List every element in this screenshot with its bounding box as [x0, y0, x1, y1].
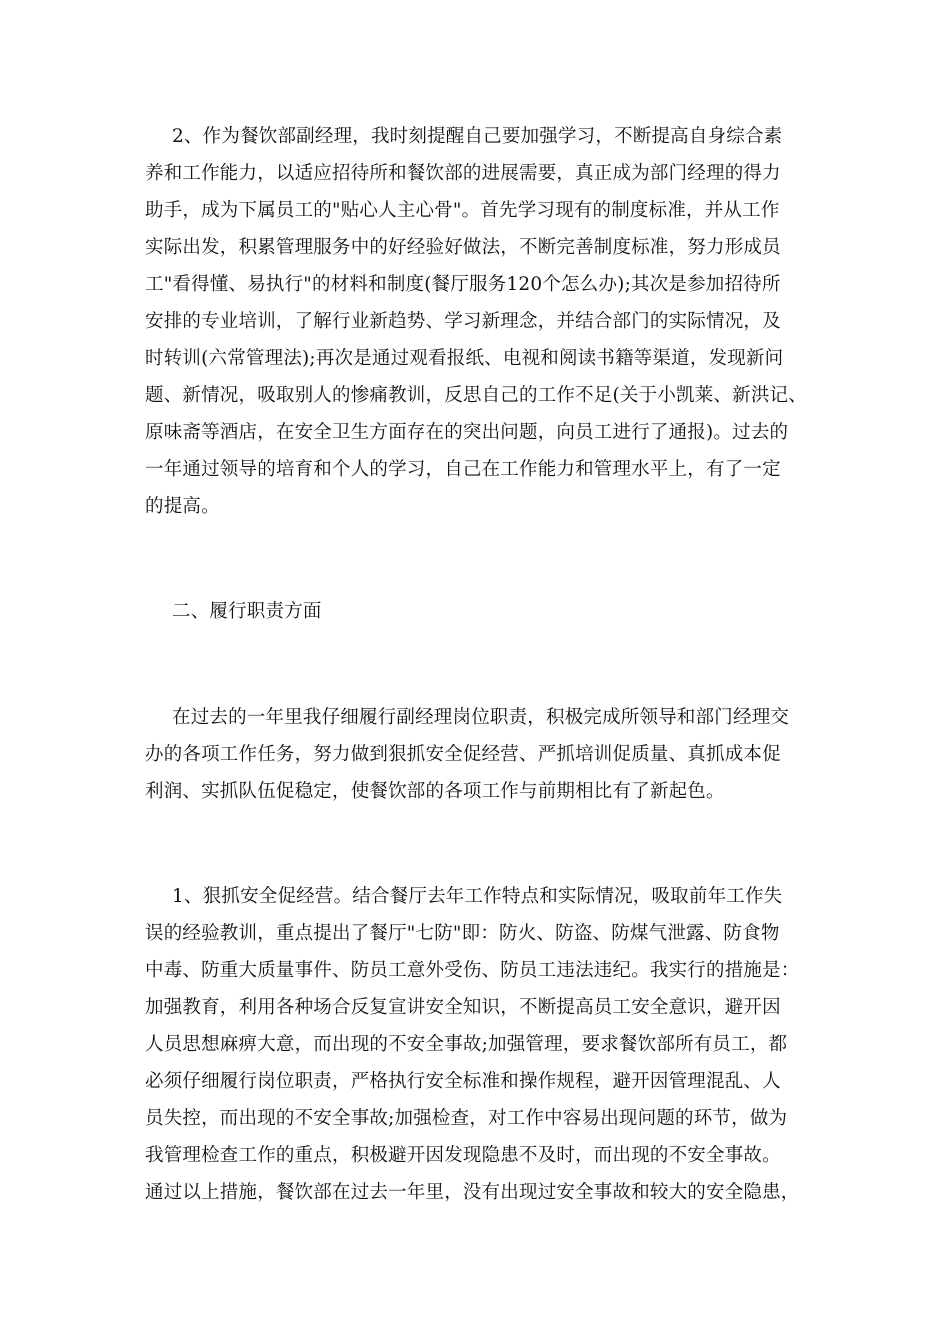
- paragraph-3-line-3: 中毒、防重大质量事件、防员工意外受伤、防员工违法违纪。我实行的措施是：: [145, 960, 800, 981]
- paragraph-1-line-4: 实际出发，积累管理服务中的好经验好做法，不断完善制度标准，努力形成员: [145, 237, 781, 258]
- paragraph-3-line-2: 误的经验教训，重点提出了餐厅"七防"即：防火、防盗、防煤气泄露、防食物: [145, 923, 780, 944]
- paragraph-3-line-4: 加强教育，利用各种场合反复宣讲安全知识，不断提高员工安全意识，避开因: [145, 997, 781, 1018]
- paragraph-1-line-6: 安排的专业培训，了解行业新趋势、学习新理念，并结合部门的实际情况，及: [145, 311, 781, 332]
- paragraph-1-line-2: 养和工作能力，以适应招待所和餐饮部的进展需要，真正成为部门经理的得力: [145, 163, 781, 184]
- paragraph-3-line-1: 1、狠抓安全促经营。结合餐厅去年工作特点和实际情况，吸取前年工作失: [172, 886, 783, 907]
- paragraph-3-line-9: 通过以上措施，餐饮部在过去一年里，没有出现过安全事故和较大的安全隐患，: [145, 1182, 800, 1203]
- paragraph-1-line-5: 工"看得懂、易执行"的材料和制度(餐厅服务120个怎么办);其次是参加招待所: [145, 274, 781, 295]
- paragraph-1-line-1: 2、作为餐饮部副经理，我时刻提醒自己要加强学习，不断提高自身综合素: [172, 126, 783, 147]
- paragraph-1-line-10: 一年通过领导的培育和个人的学习，自己在工作能力和管理水平上，有了一定: [145, 459, 781, 480]
- paragraph-3-line-7: 员失控，而出现的不安全事故;加强检查，对工作中容易出现问题的环节，做为: [145, 1108, 788, 1129]
- paragraph-3-line-6: 必须仔细履行岗位职责，严格执行安全标准和操作规程，避开因管理混乱、人: [145, 1071, 781, 1092]
- paragraph-2-line-1: 在过去的一年里我仔细履行副经理岗位职责，积极完成所领导和部门经理交: [172, 707, 790, 728]
- paragraph-2-line-3: 利润、实抓队伍促稳定，使餐饮部的各项工作与前期相比有了新起色。: [145, 781, 725, 802]
- paragraph-3-line-8: 我管理检查工作的重点，积极避开因发现隐患不及时，而出现的不安全事故。: [145, 1145, 781, 1166]
- paragraph-3-line-5: 人员思想麻痹大意，而出现的不安全事故;加强管理，要求餐饮部所有员工，都: [145, 1034, 788, 1055]
- paragraph-1-line-9: 原味斋等酒店，在安全卫生方面存在的突出问题，向员工进行了通报)。过去的: [145, 422, 789, 443]
- paragraph-2-line-2: 办的各项工作任务，努力做到狠抓安全促经营、严抓培训促质量、真抓成本促: [145, 744, 781, 765]
- paragraph-1-line-3: 助手，成为下属员工的"贴心人主心骨"。首先学习现有的制度标准，并从工作: [145, 200, 780, 221]
- paragraph-1-line-7: 时转训(六常管理法);再次是通过观看报纸、电视和阅读书籍等渠道，发现新问: [145, 348, 784, 369]
- paragraph-1-line-11: 的提高。: [145, 496, 220, 517]
- section-heading: 二、履行职责方面: [172, 601, 322, 622]
- paragraph-1-line-8: 题、新情况，吸取别人的惨痛教训，反思自己的工作不足(关于小凯莱、新洪记、: [145, 385, 807, 406]
